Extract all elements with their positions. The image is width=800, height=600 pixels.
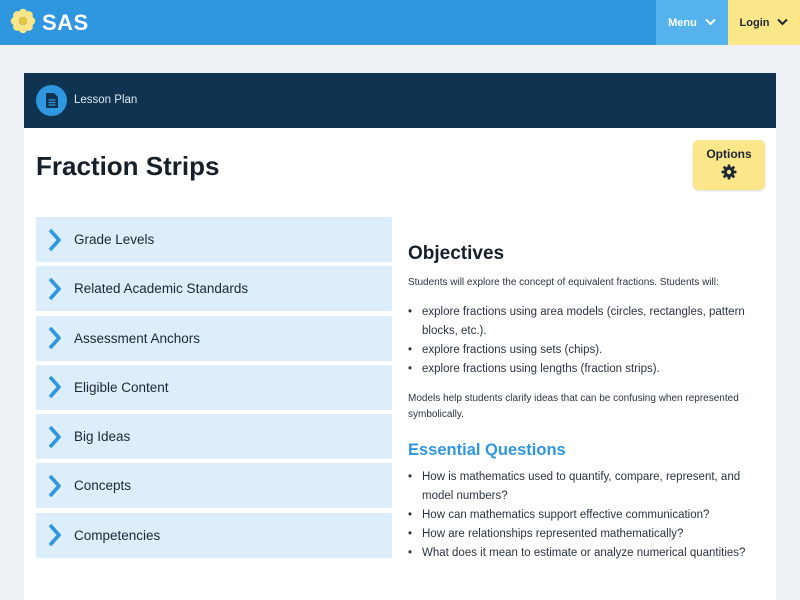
logo-text: SAS	[42, 10, 89, 35]
menu-button[interactable]	[656, 0, 728, 45]
header-label: Lesson Plan	[74, 94, 138, 106]
chevron-right-icon	[36, 228, 74, 252]
accordion-item-assessment-anchors[interactable]	[36, 316, 392, 361]
lesson-content	[408, 243, 768, 575]
accordion-label: Assessment Anchors	[74, 330, 201, 346]
login-button[interactable]	[728, 0, 800, 45]
accordion-item-grade-levels[interactable]	[36, 217, 392, 262]
list-item: • How is mathematics used to quantify, compare, represent, and model numbers?	[408, 468, 768, 506]
chevron-right-icon	[36, 425, 74, 449]
accordion-list	[36, 217, 392, 562]
accordion-label: Competencies	[74, 527, 161, 543]
accordion-label: Concepts	[74, 478, 132, 494]
objectives-note: Models help students clarify ideas that can be confusing when represented symbolically.	[408, 393, 739, 420]
objectives-intro: Students will explore the concept of equivalent fractions. Students will:	[408, 277, 719, 288]
card-header	[24, 73, 776, 128]
objectives-list	[408, 303, 768, 379]
list-item: • What does it mean to estimate or analyze numerical quantities?	[408, 544, 768, 563]
accordion-label: Big Ideas	[74, 429, 131, 445]
list-item: • explore fractions using area models (circles, rectangles, pattern blocks, etc.).	[408, 303, 768, 341]
menu-label: Menu	[668, 16, 697, 29]
accordion-item-big-ideas[interactable]	[36, 414, 392, 459]
login-label: Login	[739, 16, 770, 29]
top-navigation-bar	[0, 0, 800, 45]
chevron-right-icon	[36, 326, 74, 350]
site-logo[interactable]	[10, 8, 89, 38]
page-title: Fraction Strips	[36, 151, 220, 181]
gear-icon	[721, 164, 737, 183]
chevron-down-icon	[777, 17, 788, 29]
chevron-right-icon	[36, 375, 74, 399]
list-item: • explore fractions using lengths (fraction strips).	[408, 360, 768, 379]
chevron-right-icon	[36, 277, 74, 301]
essential-questions-list	[408, 468, 768, 563]
accordion-item-competencies[interactable]	[36, 513, 392, 558]
chevron-right-icon	[36, 523, 74, 547]
accordion-item-eligible-content[interactable]	[36, 365, 392, 410]
accordion-label: Eligible Content	[74, 379, 169, 395]
accordion-label: Related Academic Standards	[74, 281, 249, 297]
accordion-item-concepts[interactable]	[36, 463, 392, 508]
accordion-item-related-academic-standards[interactable]	[36, 266, 392, 311]
objectives-heading: Objectives	[408, 243, 505, 264]
accordion-label: Grade Levels	[74, 232, 155, 247]
essential-questions-heading: Essential Questions	[408, 441, 566, 459]
document-icon	[36, 85, 67, 116]
options-button[interactable]	[693, 140, 765, 190]
list-item: • How are relationships represented mathematically?	[408, 525, 768, 544]
chevron-right-icon	[36, 474, 74, 498]
list-item: • How can mathematics support effective communication?	[408, 506, 768, 525]
chevron-down-icon	[705, 17, 716, 29]
flower-logo-icon	[10, 8, 36, 39]
options-label: Options	[706, 147, 752, 161]
lesson-card	[24, 73, 776, 600]
list-item: • explore fractions using sets (chips).	[408, 341, 768, 360]
